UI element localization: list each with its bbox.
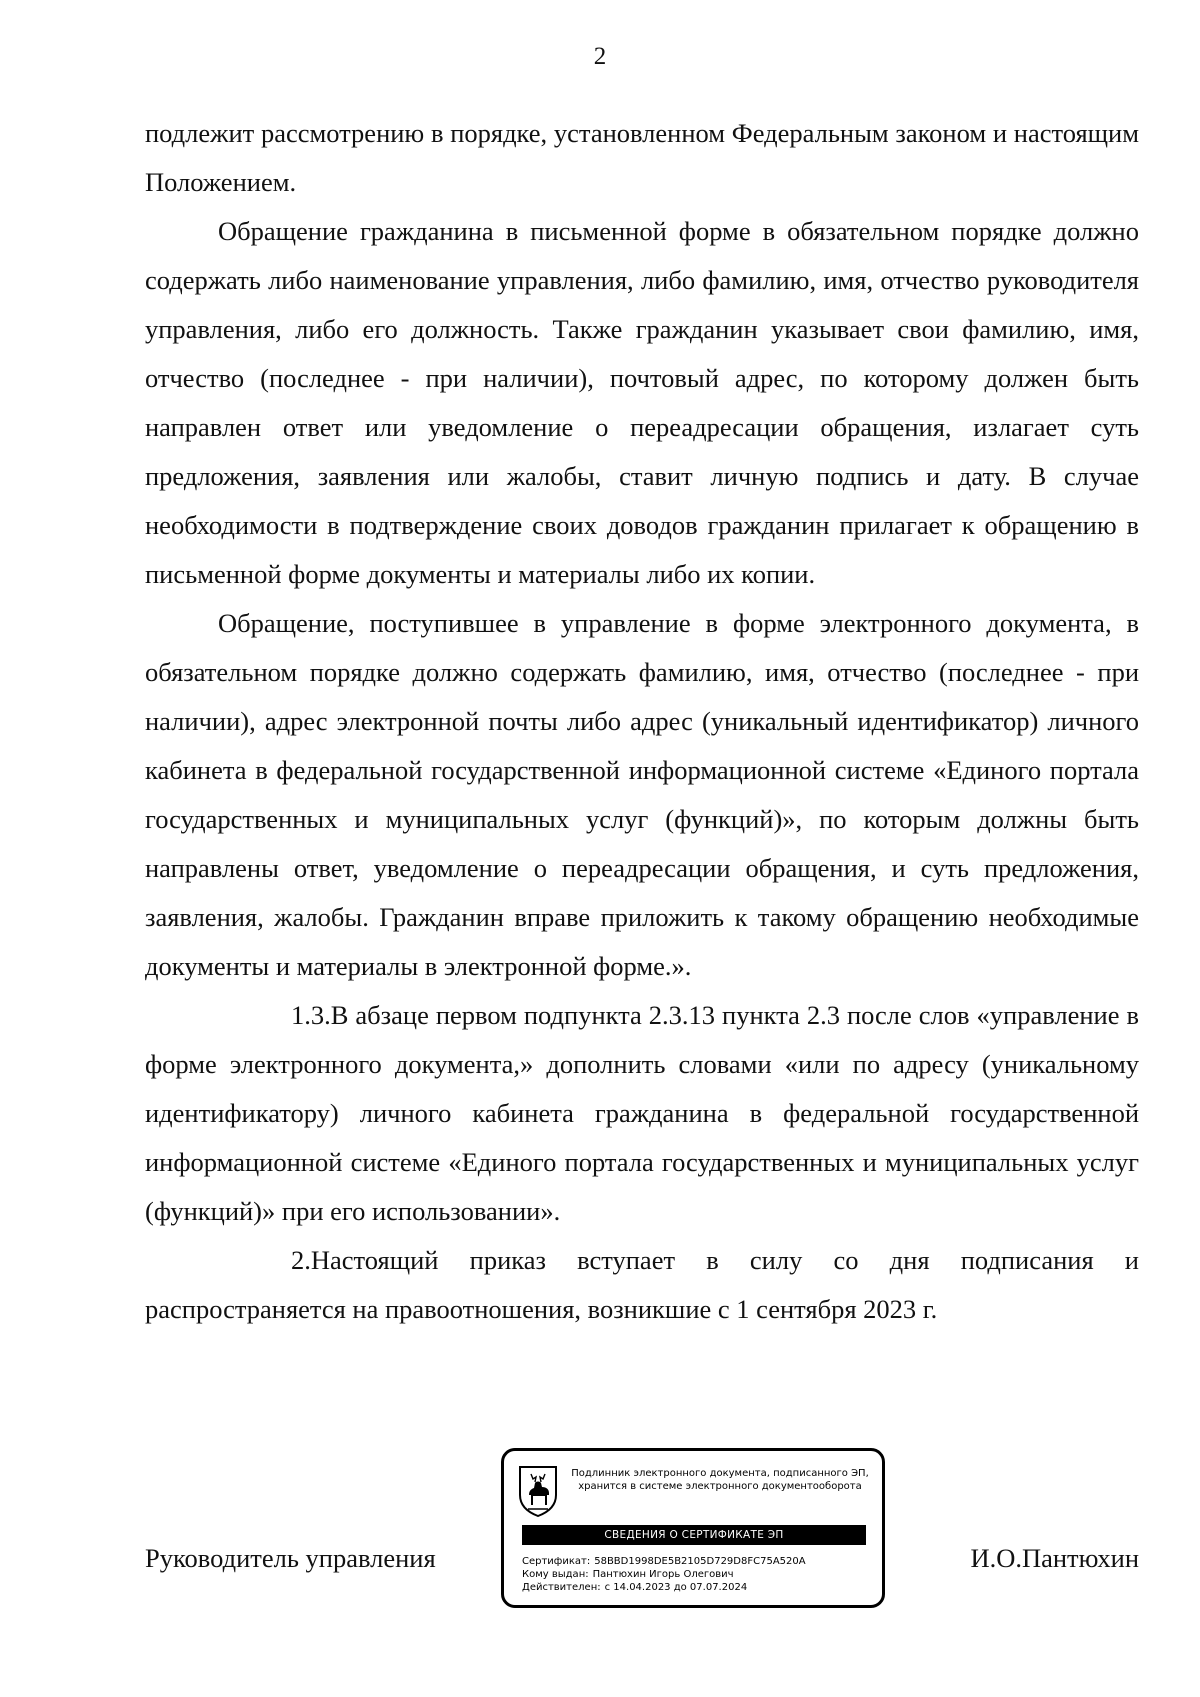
certificate-details [522, 1555, 872, 1594]
issued-to-value: Пантюхин Игорь Олегович [592, 1569, 734, 1580]
stamp-header-line: хранится в системе электронного документооборота [578, 1481, 862, 1492]
issued-to-label: Кому выдан: [522, 1569, 589, 1580]
paragraph-item-2 [145, 1236, 1139, 1334]
stamp-header [564, 1467, 876, 1493]
validity-row [522, 1581, 872, 1594]
document-body [145, 109, 1139, 1334]
paragraph-electronic-appeal: Обращение, поступившее в управление в форме электронного документа, в обязательном порядке должно содержать фамилию, имя, отчество (последнее - при наличии), адрес электронной почты либо адрес (уникальный идентификатор) личного кабинета в федеральной государственной информационной системе «Единого портала государственных и муниципальных услуг (функций)», по которым должны быть направлены ответ, уведомление о переадресации обращения, и суть предложения, заявления, жалобы. Гражданин вправе приложить к такому обращению необходимые документы и материалы в электронной форме.». [145, 608, 1139, 981]
item-text: В абзаце первом подпункта 2.3.13 пункта 2.3 после слов «управление в форме электронного документа,» дополнить словами «или по адресу (уникальному идентификатору) личного кабинета гражданина в федеральной государственной информационной системе «Единого портала государственных и муниципальных услуг (функций)» при его использовании». [145, 1000, 1139, 1226]
issued-to-row [522, 1568, 872, 1581]
nizhny-novgorod-deer-emblem-icon [518, 1465, 558, 1517]
validity-value: с 14.04.2023 до 07.07.2024 [604, 1582, 748, 1593]
page-number: 2 [593, 43, 607, 70]
paragraph-item-1-3 [145, 991, 1139, 1236]
certificate-label: Сертификат: [522, 1556, 591, 1567]
item-text: Настоящий приказ вступает в силу со дня подписания и распространяется на правоотношения, возникшие с 1 сентября 2023 г. [145, 1245, 1139, 1324]
certificate-row [522, 1555, 872, 1568]
signer-position: Руководитель управления [145, 1543, 436, 1573]
item-number: 1.3. [291, 1000, 331, 1030]
paragraph-written-appeal: Обращение гражданина в письменной форме в обязательном порядке должно содержать либо наименование управления, либо фамилию, имя, отчество руководителя управления, либо его должность. Также гражданин указывает свои фамилию, имя, отчество (последнее - при наличии), почтовый адрес, по которому должен быть направлен ответ или уведомление о переадресации обращения, излагает суть предложения, заявления или жалобы, ставит личную подпись и дату. В случае необходимости в подтверждение своих доводов гражданин прилагает к обращению в письменной форме документы и материалы либо их копии. [145, 216, 1139, 589]
validity-label: Действителен: [522, 1582, 601, 1593]
stamp-header-line: Подлинник электронного документа, подписанного ЭП, [571, 1468, 869, 1479]
paragraph-continuation: подлежит рассмотрению в порядке, установленном Федеральным законом и настоящим Положением. [145, 118, 1139, 197]
electronic-signature-stamp [501, 1448, 885, 1608]
item-number: 2. [291, 1245, 311, 1275]
certificate-info-banner: СВЕДЕНИЯ О СЕРТИФИКАТЕ ЭП [522, 1525, 866, 1545]
signer-name: И.О.Пантюхин [970, 1543, 1139, 1573]
certificate-value: 58BBD1998DE5B2105D729D8FC75A520A [594, 1556, 806, 1567]
